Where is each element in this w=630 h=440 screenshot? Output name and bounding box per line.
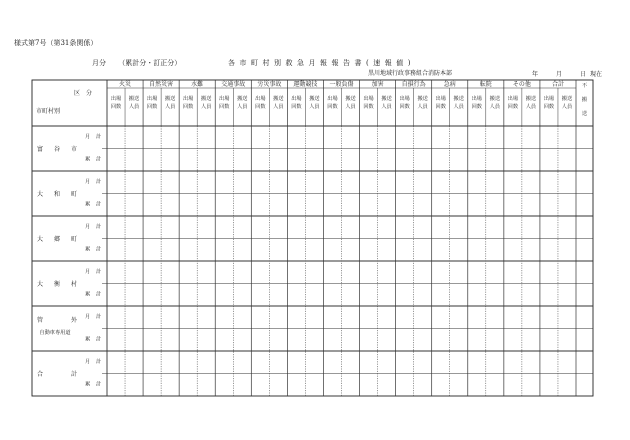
sub-column-header: 出場 — [471, 96, 482, 102]
sub-column-header: 搬送 — [345, 96, 356, 102]
category-header: 急病 — [443, 81, 456, 88]
row-label: 月 — [85, 359, 91, 366]
sub-column-header: 搬送 — [489, 96, 501, 102]
sub-column-header: 出場 — [182, 96, 194, 102]
municipality-name: 村 — [70, 280, 78, 288]
sub-column-header: 回数 — [291, 104, 302, 110]
row-label: 月 — [85, 179, 91, 186]
row-label: 計 — [96, 201, 102, 208]
municipality-name: 大 — [36, 280, 44, 288]
sub-column-header: 出場 — [291, 96, 302, 102]
municipality-name: 計 — [70, 370, 78, 378]
sub-column-header: 回数 — [543, 104, 555, 110]
sub-column-header: 人員 — [453, 104, 464, 110]
sub-column-header: 回数 — [471, 104, 482, 110]
category-header: 転院 — [479, 81, 492, 88]
corner-top-label: 区 分 — [73, 90, 92, 97]
row-label: 計 — [96, 134, 102, 141]
category-header: 加害 — [371, 81, 384, 88]
municipality-name: 管 — [36, 316, 44, 324]
sub-column-header: 搬送 — [525, 96, 537, 102]
municipality-name: 市 — [70, 145, 78, 153]
row-label: 計 — [96, 291, 102, 298]
sub-column-header: 回数 — [507, 104, 519, 110]
sub-column-header: 出場 — [435, 96, 446, 102]
category-header: 労災事故 — [257, 81, 282, 88]
row-label: 累 — [85, 336, 91, 343]
sub-column-header: 搬送 — [237, 96, 248, 102]
corner-bottom-label: 市町村別 — [36, 108, 61, 115]
municipality-name: 外 — [70, 316, 78, 324]
sub-column-header: 出場 — [255, 96, 266, 102]
category-header: 運動競技 — [293, 81, 318, 88]
municipality-name: 谷 — [53, 145, 61, 153]
month-unit-label: 月分 — [92, 59, 106, 67]
row-label: 計 — [96, 314, 102, 321]
category-header: 自損行為 — [401, 81, 426, 88]
sub-column-header: 回数 — [146, 104, 158, 110]
sub-column-header: 出場 — [399, 96, 410, 102]
category-header: 火災 — [119, 81, 132, 88]
sub-column-header: 出場 — [507, 96, 519, 102]
sub-column-header: 回数 — [255, 104, 266, 110]
sub-column-header: 搬送 — [273, 96, 284, 102]
sub-column-header: 搬送 — [128, 96, 140, 102]
row-label: 累 — [85, 291, 91, 298]
municipality-name: 大 — [36, 190, 44, 198]
municipality-name: 富 — [36, 145, 44, 153]
category-header: 水難 — [191, 81, 204, 88]
sub-column-header: 搬送 — [561, 96, 573, 102]
sub-column-header: 人員 — [164, 104, 176, 110]
row-label: 累 — [85, 246, 91, 253]
sub-column-header: 出場 — [219, 96, 230, 102]
municipality-subname: 自動車専用道 — [39, 329, 71, 336]
row-label: 累 — [85, 381, 91, 388]
day-label: 日 — [580, 71, 587, 78]
sub-column-header: 回数 — [399, 104, 410, 110]
row-label: 累 — [85, 156, 91, 163]
sub-column-header: 回数 — [363, 104, 374, 110]
row-label: 月 — [85, 314, 91, 321]
municipality-name: 合 — [36, 370, 44, 378]
table-frame — [32, 80, 593, 396]
sub-column-header: 出場 — [543, 96, 555, 102]
sub-column-header: 出場 — [363, 96, 374, 102]
sub-column-header: 搬送 — [164, 96, 176, 102]
sub-column-header: 搬送 — [453, 96, 464, 102]
category-header: 交通事故 — [221, 81, 246, 88]
municipality-name: 町 — [70, 235, 78, 243]
sub-column-header: 人員 — [381, 104, 392, 110]
sub-column-header: 搬送 — [309, 96, 320, 102]
row-label: 計 — [96, 224, 102, 231]
sub-column-header: 出場 — [110, 96, 122, 102]
row-label: 計 — [96, 381, 102, 388]
sub-column-header: 人員 — [345, 104, 356, 110]
sub-column-header: 人員 — [128, 104, 140, 110]
issuer-name: 黒川地域行政事務組合消防本部 — [368, 70, 453, 77]
category-header: 一般負傷 — [329, 81, 354, 88]
sub-column-header: 回数 — [110, 104, 122, 110]
year-label: 年 — [532, 71, 539, 78]
row-label: 計 — [96, 156, 102, 163]
municipality-name: 衡 — [53, 280, 61, 288]
sub-column-header: 搬送 — [201, 96, 212, 102]
row-label: 計 — [96, 246, 102, 253]
sub-column-header: 搬送 — [417, 96, 428, 102]
sub-column-header: 回数 — [435, 104, 446, 110]
sub-column-header: 人員 — [525, 104, 537, 110]
category-header: 合計 — [551, 81, 564, 88]
category-header: その他 — [512, 81, 531, 88]
sub-column-header: 搬送 — [381, 96, 392, 102]
sub-column-header: 人員 — [417, 104, 428, 110]
as-of-label: 現在 — [590, 71, 603, 78]
category-header: 自然災害 — [149, 81, 174, 88]
last-column-header: 搬 — [581, 97, 588, 103]
form-number: 様式第7号（第31条関係） — [14, 39, 98, 47]
document-title: 各市町村別救急月報報告書(速報値) — [228, 59, 415, 67]
sub-column-header: 人員 — [489, 104, 501, 110]
sub-column-header: 人員 — [273, 104, 284, 110]
municipality-name: 町 — [70, 190, 78, 198]
row-label: 累 — [85, 201, 91, 208]
sub-column-header: 出場 — [146, 96, 158, 102]
sub-column-header: 回数 — [182, 104, 194, 110]
row-label: 計 — [96, 179, 102, 186]
last-column-header: 送 — [581, 111, 588, 117]
row-label: 計 — [96, 336, 102, 343]
row-label: 計 — [96, 359, 102, 366]
month-label: 月 — [556, 71, 563, 78]
row-label: 計 — [96, 269, 102, 276]
municipality-name: 大 — [36, 235, 44, 243]
row-label: 月 — [85, 134, 91, 141]
row-label: 月 — [85, 269, 91, 276]
sub-column-header: 人員 — [201, 104, 212, 110]
sub-column-header: 回数 — [219, 104, 230, 110]
row-label: 月 — [85, 224, 91, 231]
sub-column-header: 回数 — [327, 104, 338, 110]
report-type-label: （累計分・訂正分） — [118, 59, 182, 67]
last-column-header: 不 — [581, 83, 588, 89]
sub-column-header: 人員 — [237, 104, 248, 110]
municipality-name: 和 — [53, 190, 61, 198]
sub-column-header: 出場 — [327, 96, 338, 102]
sub-column-header: 人員 — [309, 104, 320, 110]
sub-column-header: 人員 — [561, 104, 573, 110]
municipality-name: 郷 — [53, 235, 61, 243]
